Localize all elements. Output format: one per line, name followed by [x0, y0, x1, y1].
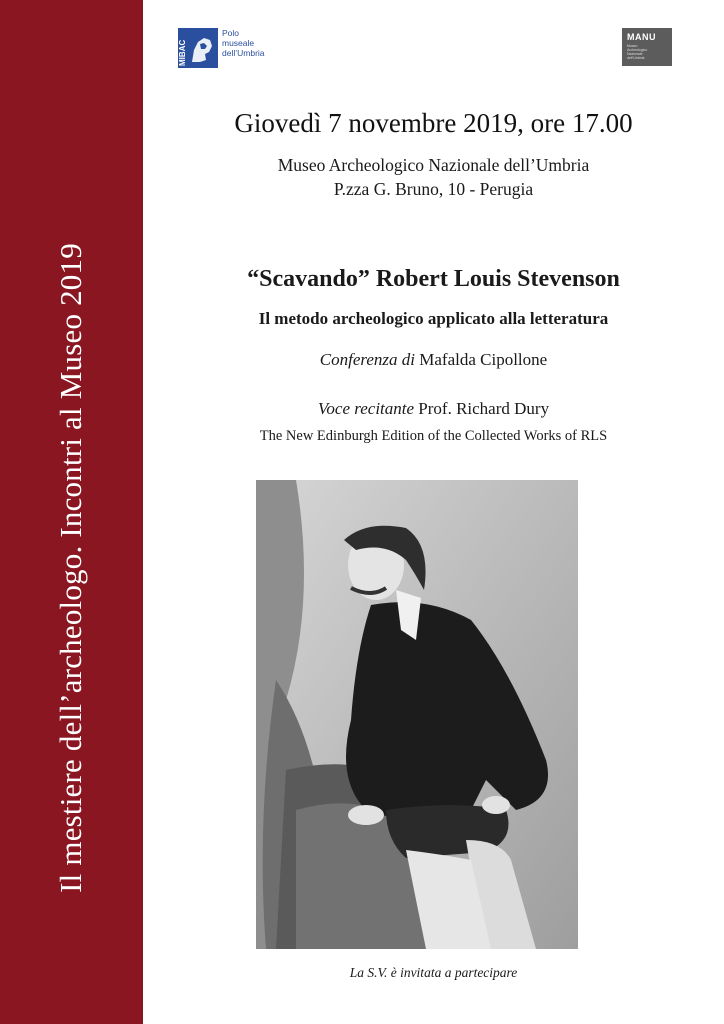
- polo-mark-text: MIBAC: [178, 39, 187, 66]
- stevenson-portrait-photo: [256, 480, 578, 949]
- sidebar-series-title: Il mestiere dell’archeologo. Incontri al Museo 2019: [53, 243, 88, 893]
- venue-address: P.zza G. Bruno, 10 - Perugia: [333, 179, 534, 199]
- polo-logo-text: Polo museale dell’Umbria: [222, 28, 265, 58]
- voice-line: [143, 399, 724, 419]
- invitation-note: La S.V. è invitata a partecipare: [349, 965, 518, 980]
- event-title: “Scavando” Robert Louis Stevenson: [247, 266, 620, 292]
- conference-line: [143, 350, 724, 370]
- polo-mark-icon: [178, 28, 218, 68]
- polo-museale-logo: [178, 28, 265, 68]
- sidebar-band: [0, 0, 143, 1024]
- event-date: Giovedì 7 novembre 2019, ore 17.00: [234, 108, 633, 138]
- voice-label: Voce recitante: [317, 399, 415, 418]
- conference-speaker: Mafalda Cipollone: [419, 350, 548, 369]
- event-venue: [143, 153, 724, 201]
- manu-logo-subtitle: Museo Archeologico Nazionale dell’Umbria: [627, 44, 648, 60]
- venue-name: Museo Archeologico Nazionale dell’Umbria: [277, 155, 590, 175]
- manu-logo-title: MANU: [627, 32, 656, 42]
- conference-label: Conferenza di: [319, 350, 416, 369]
- event-subtitle: Il metodo archeologico applicato alla letteratura: [258, 309, 609, 328]
- manu-logo: [622, 28, 672, 66]
- edition-line: The New Edinburgh Edition of the Collected Works of RLS: [259, 428, 608, 444]
- voice-speaker: Prof. Richard Dury: [418, 399, 550, 418]
